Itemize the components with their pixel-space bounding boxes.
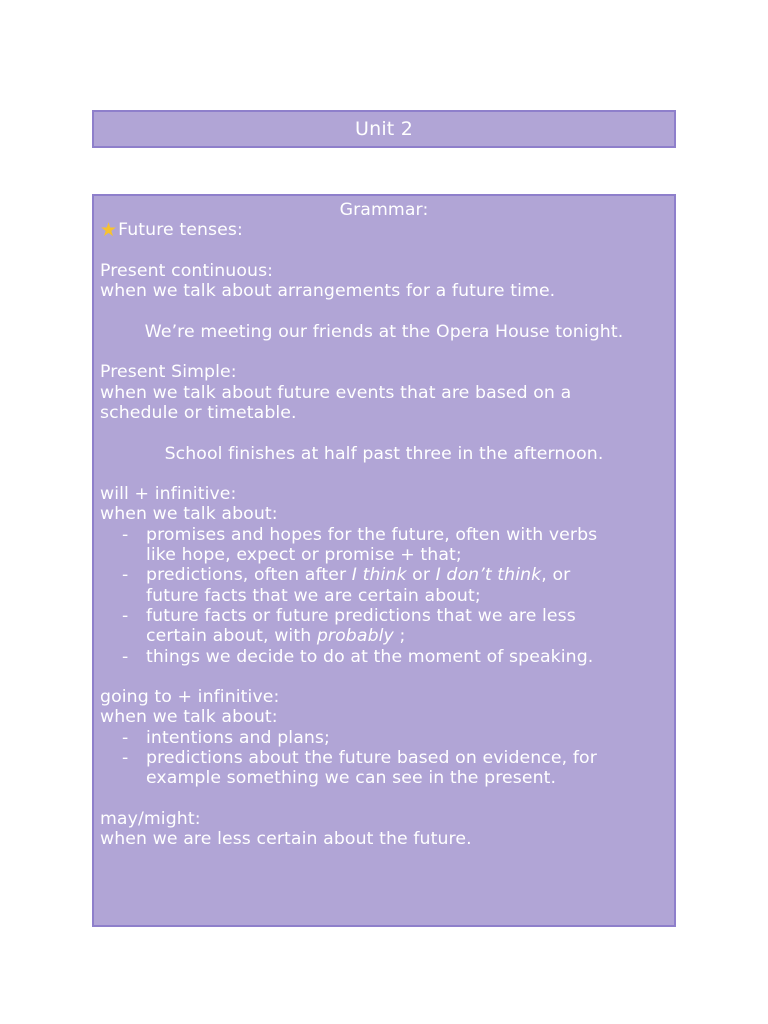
going-to-intro: when we talk about: xyxy=(100,707,278,728)
present-simple-example: School finishes at half past three in the afternoon. xyxy=(164,443,604,464)
will-item-3-text-a: certain about, with xyxy=(146,626,317,647)
will-item-2-line-1 xyxy=(146,565,668,585)
will-item-3-text-b: ; xyxy=(393,626,406,647)
will-item-4: - things we decide to do at the moment of speaking. xyxy=(146,646,594,667)
will-item-2-italic-2: I don’t think xyxy=(435,565,542,586)
will-item-2-italic-1: I think xyxy=(351,565,407,586)
going-to-item-2-line-1: - predictions about the future based on evidence, for xyxy=(146,748,597,769)
unit-title: Unit 2 xyxy=(354,118,413,140)
will-list xyxy=(100,525,668,667)
list-item xyxy=(146,647,668,667)
will-item-3-line-2 xyxy=(146,626,668,646)
grammar-heading: Grammar: xyxy=(339,200,429,220)
list-item xyxy=(146,728,668,748)
present-simple-heading: Present Simple: xyxy=(100,362,237,383)
future-tenses-heading: Future tenses: xyxy=(118,220,243,241)
list-item xyxy=(146,606,668,647)
will-item-3-line-1: - future facts or future predictions that we are less xyxy=(146,605,576,626)
will-item-2-text-c: , or xyxy=(541,565,571,586)
going-to-list xyxy=(100,728,668,789)
future-tenses-line xyxy=(100,220,668,240)
grammar-content-box xyxy=(92,194,676,927)
star-icon: ★ xyxy=(100,219,118,242)
may-might-heading: may/might: xyxy=(100,808,201,829)
may-might-usage: when we are less certain about the future. xyxy=(100,829,472,850)
present-continuous-heading: Present continuous: xyxy=(100,260,274,281)
list-item xyxy=(146,748,668,789)
will-item-1-line-1: - promises and hopes for the future, often with verbs xyxy=(146,524,598,545)
list-item xyxy=(146,525,668,566)
going-to-item-1: - intentions and plans; xyxy=(146,727,330,748)
list-item xyxy=(146,565,668,606)
will-intro: when we talk about: xyxy=(100,504,278,525)
present-simple-usage-line-1: when we talk about future events that are based on a xyxy=(100,382,572,403)
will-item-2-text-a: predictions, often after xyxy=(146,565,352,586)
will-item-2-text-b: or xyxy=(406,565,436,586)
present-continuous-usage: when we talk about arrangements for a future time. xyxy=(100,281,556,302)
going-to-heading: going to + infinitive: xyxy=(100,687,280,708)
present-simple-usage-line-2: schedule or timetable. xyxy=(100,402,297,423)
will-heading: will + infinitive: xyxy=(100,484,237,505)
present-continuous-example: We’re meeting our friends at the Opera House tonight. xyxy=(144,321,624,342)
grammar-content xyxy=(94,196,674,850)
unit-title-box xyxy=(92,110,676,148)
will-item-2-line-2: future facts that we are certain about; xyxy=(146,585,481,606)
will-item-1-line-2: like hope, expect or promise + that; xyxy=(146,545,462,566)
going-to-item-2-line-2: example something we can see in the present. xyxy=(146,768,557,789)
will-item-3-italic: probably xyxy=(316,626,394,647)
